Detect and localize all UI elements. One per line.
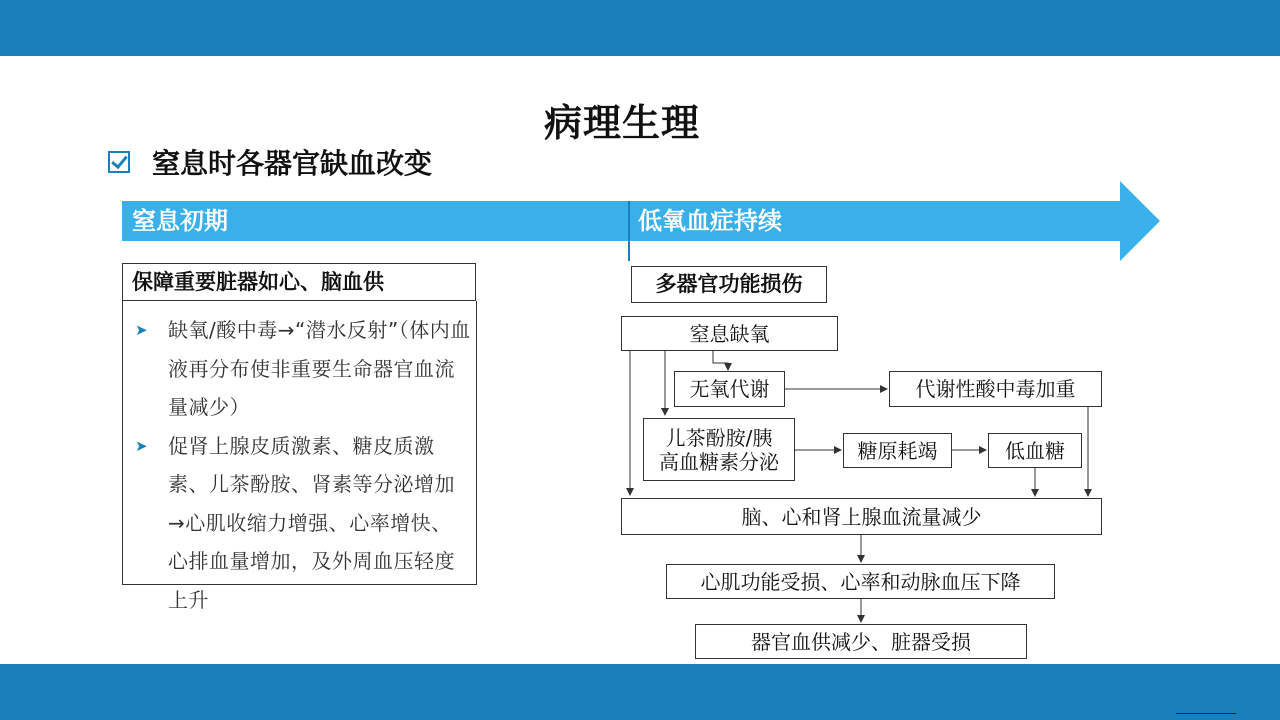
right-panel-heading: 多器官功能损伤 — [631, 266, 827, 303]
left-panel-heading: 保障重要脏器如心、脑血供 — [122, 263, 476, 301]
node-asphyxia-hypoxia: 窒息缺氧 — [621, 316, 838, 351]
bullet-arrow-icon: ➤ — [135, 436, 149, 455]
node-organ-damage: 器官血供减少、脏器受损 — [695, 624, 1027, 659]
bullet-text: 缺氧/酸中毒→“潜水反射”（体内血液再分布使非重要生命器官血流量减少） — [168, 318, 471, 419]
stage-hypoxemia-label: 低氧血症持续 — [638, 207, 782, 235]
edge-asphyxia-to-anaerobic — [713, 351, 728, 370]
stage-early-label: 窒息初期 — [132, 207, 228, 235]
node-metabolic-acidosis: 代谢性酸中毒加重 — [889, 371, 1102, 407]
node-catecholamine-glucagon: 儿茶酚胺/胰高血糖素分泌 — [643, 418, 795, 481]
bullet-arrow-icon: ➤ — [135, 321, 149, 339]
footer-rule — [1176, 713, 1236, 714]
subheading: 窒息时各器官缺血改变 — [152, 147, 433, 180]
node-blood-flow-reduced: 脑、心和肾上腺血流量减少 — [621, 498, 1102, 535]
node-anaerobic-metabolism: 无氧代谢 — [674, 371, 785, 407]
node-cardiac-impairment: 心肌功能受损、心率和动脉血压下降 — [666, 564, 1055, 599]
node-glycogen-depletion: 糖原耗竭 — [843, 433, 952, 468]
bottom-color-band — [0, 664, 1280, 720]
slide-title: 病理生理 — [543, 101, 700, 145]
node-hypoglycemia: 低血糖 — [988, 433, 1082, 468]
bullet-text: 促肾上腺皮质激素、糖皮质激素、儿茶酚胺、肾素等分泌增加→心肌收缩力增强、心率增快、心排血量增加，及外周血压轻度上升 — [168, 433, 455, 612]
